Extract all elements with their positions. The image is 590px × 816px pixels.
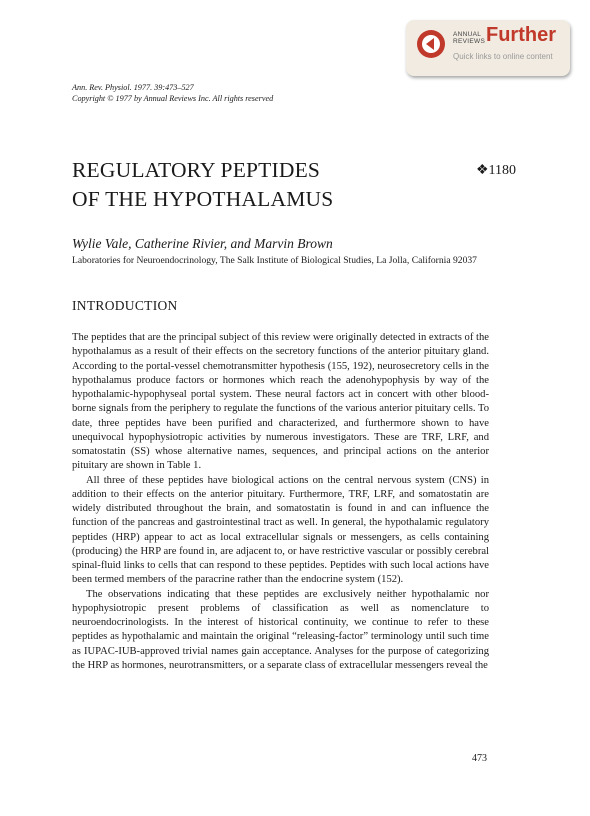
annual-reviews-label [453,31,485,45]
affiliation: Laboratories for Neuroendocrinology, The Salk Institute of Biological Studies, La Jolla, California 92037 [72,255,477,266]
authors: Wylie Vale, Catherine Rivier, and Marvin Brown [72,236,333,251]
citation: Ann. Rev. Physiol. 1977. 39:473–527 [72,83,194,92]
reviews-label: REVIEWS [453,38,486,45]
further-label: Further [486,24,556,46]
page-number: 473 [472,753,487,764]
annual-label: ANNUAL [453,31,482,38]
quick-links-label: Quick links to online content [453,52,553,61]
article-number: ❖1180 [476,163,517,178]
paragraph-1: The peptides that are the principal subject of this review were originally detected in extracts of the hypothalamus as a result of their effects on the secretory functions of the anterior pituitary gland. According to the portal-vessel chemotransmitter hypothesis (155, 192), neurosecretory cells in the hypothalamus produce factors or hormones which reach the adenohypophysis by way of the hypothalamic-hypophyseal portal system. These neural factors act in concert with other blood-borne signals from the periphery to regulate the functions of the various anterior pituitary cells. To date, three peptides have been purified and characterized, and furthermore shown to have unequivocal hypophysiotropic activities by numerous investigators. These are TRF, LRF, and somatostatin (SS) whose alternative names, sequences, and principal actions on the anterior pituitary are shown in Table 1. [72,332,489,472]
further-banner[interactable] [406,20,570,76]
paragraph-3: The observations indicating that these peptides are exclusively neither hypothalamic nor hypophysiotropic present problems of classification as well as nomenclature to neuroendocrinologists. In the interest of historical continuity, we continue to refer to these peptides as hypothalamic and maintain the original “releasing-factor” terminology until such time as IUPAC-IUB-approved trivial names gain acceptance. Analyses for the purpose of categorizing the HRP as hormones, neurotransmitters, or a separate class of extracellular messengers reveal the [72,588,489,671]
article-body [72,331,489,673]
section-heading: INTRODUCTION [72,298,178,313]
citation-block [72,82,273,104]
paragraph-2: All three of these peptides have biological actions on the central nervous system (CNS) in addition to their effects on the anterior pituitary. Furthermore, TRF, LRF, and somatostatin are widely distributed throughout the brain, and somatostatin is found in and can influence the function of the pancreas and gastrointestinal tract as well. In general, the hypothalamic regulatory peptides (HRP) appear to act as local extracellular signals or messengers, as cells containing (producing) the HRP are found in, are adjacent to, or have restrictive vascular or possibly cerebral spinal-fluid links to cells that can respond to these peptides. Peptides with such local actions have been termed members of the paracrine rather than the endocrine system (152). [72,474,489,586]
title-line-2: OF THE HYPOTHALAMUS [72,187,334,211]
copyright: Copyright © 1977 by Annual Reviews Inc. All rights reserved [72,94,274,103]
annual-reviews-logo-icon [416,29,446,59]
title-line-1: REGULATORY PEPTIDES [72,158,321,182]
article-title [72,156,333,214]
